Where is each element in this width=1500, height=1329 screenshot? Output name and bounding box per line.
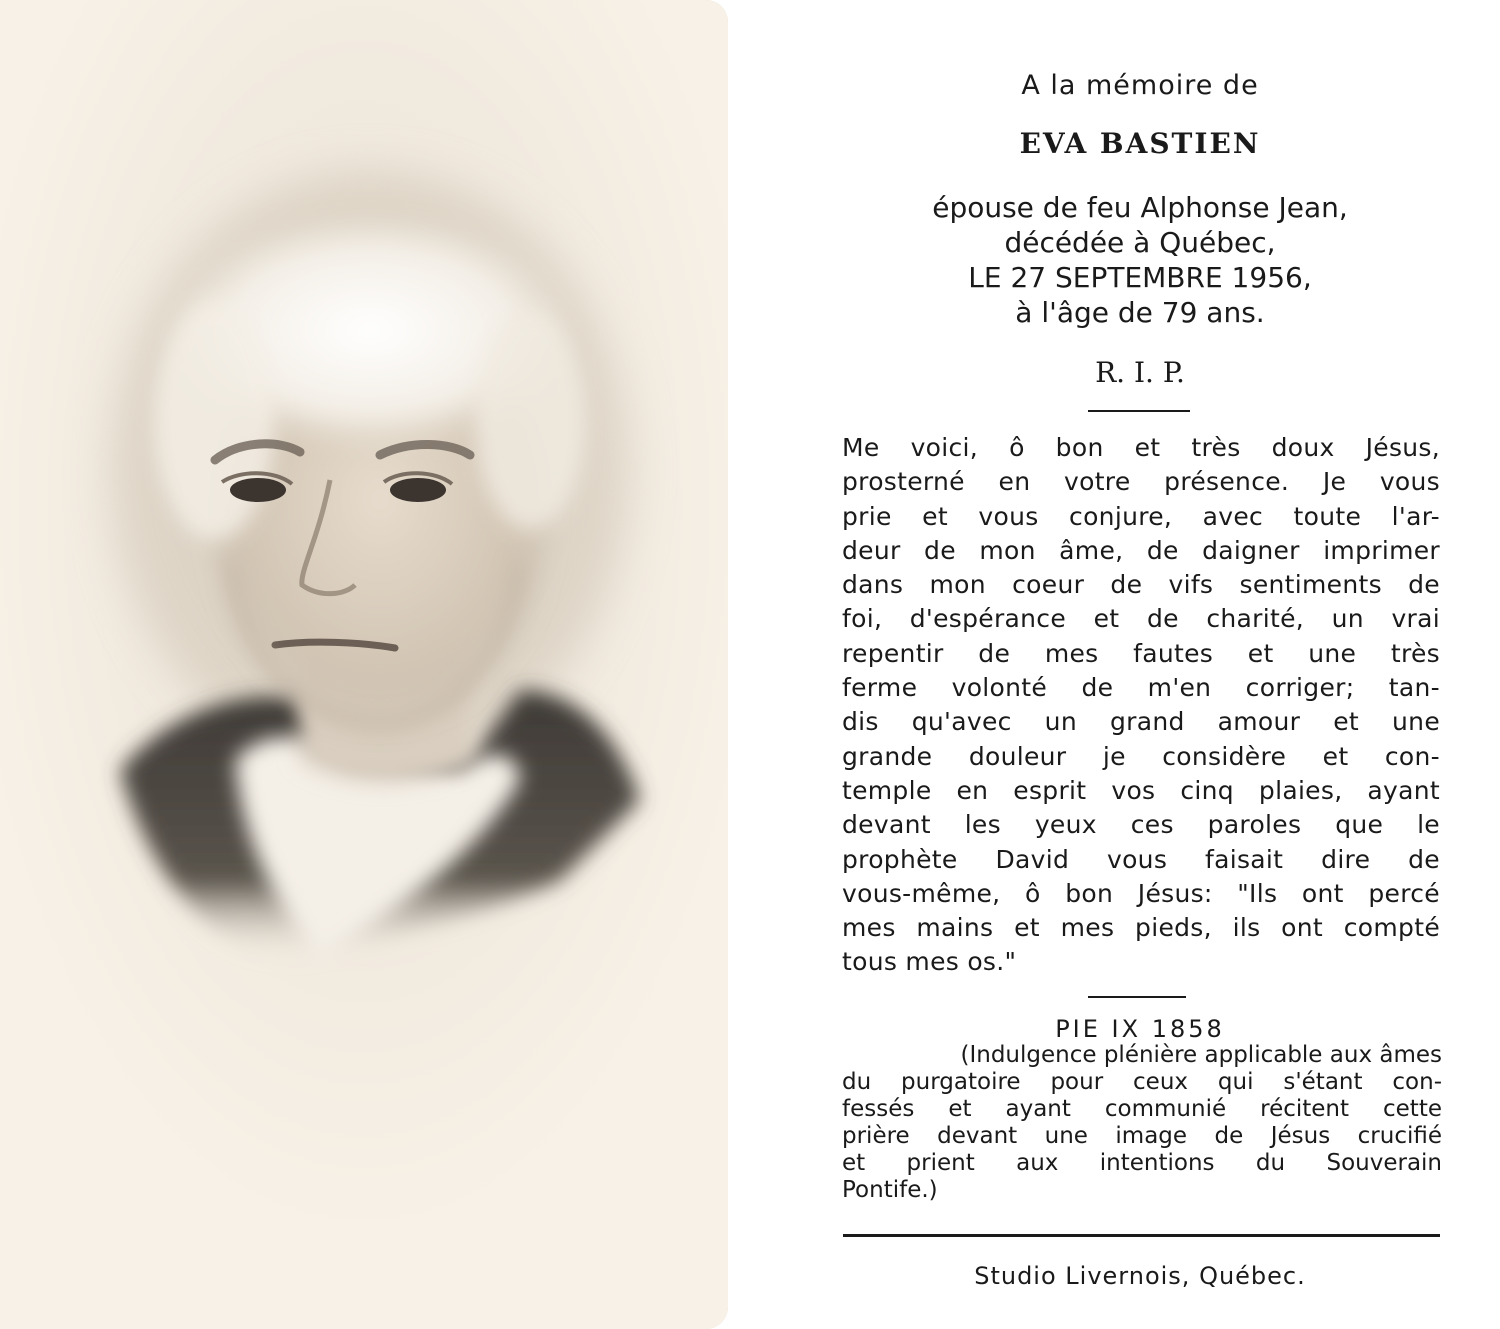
memorial-text-panel — [790, 0, 1490, 1329]
indulgence-line: du purgatoire pour ceux qui s'étant con- — [842, 1069, 1442, 1095]
prayer-line: prie et vous conjure, avec toute l'ar- — [842, 501, 1440, 531]
detail-line: décédée à Québec, — [1004, 226, 1276, 259]
prayer-line: dis qu'avec un grand amour et une — [842, 707, 1440, 737]
prayer-line: vous-même, ô bon Jésus: "Ils ont percé — [842, 878, 1440, 908]
death-details — [840, 190, 1440, 330]
prayer-line: ferme volonté de m'en corriger; tan- — [842, 673, 1440, 703]
portrait-photo — [0, 0, 728, 1329]
detail-line: à l'âge de 79 ans. — [1015, 296, 1265, 329]
prayer-line: dans mon coeur de vifs sentiments de — [842, 570, 1440, 600]
prayer-text — [842, 431, 1440, 980]
indulgence-line: et prient aux intentions du Souverain — [842, 1150, 1442, 1176]
divider-bottom — [1088, 996, 1186, 998]
divider-top — [1088, 410, 1190, 412]
studio-credit: Studio Livernois, Québec. — [974, 1262, 1306, 1290]
indulgence-line: fessés et ayant communié récitent cette — [842, 1096, 1442, 1122]
memorial-heading: A la mémoire de — [1021, 70, 1259, 101]
detail-line: LE 27 SEPTEMBRE 1956, — [968, 261, 1312, 294]
portrait-photo-card — [0, 0, 728, 1329]
rip-text: R. I. P. — [1095, 356, 1185, 389]
indulgence-line: (Indulgence plénière applicable aux âmes — [960, 1042, 1442, 1068]
prayer-line: grande douleur je considère et con- — [842, 741, 1440, 771]
divider-footer — [843, 1234, 1440, 1237]
prayer-line: deur de mon âme, de daigner imprimer — [842, 535, 1440, 565]
prayer-line: mes mains et mes pieds, ils ont compté — [842, 913, 1440, 943]
prayer-line: tous mes os." — [842, 947, 1017, 977]
indulgence-line: Pontife.) — [842, 1177, 938, 1203]
indulgence-line: prière devant une image de Jésus crucifié — [842, 1123, 1442, 1149]
prayer-line: prophète David vous faisait dire de — [842, 844, 1440, 874]
prayer-source: PIE IX 1858 — [1055, 1015, 1225, 1043]
prayer-line: temple en esprit vos cinq plaies, ayant — [842, 775, 1440, 805]
prayer-line: foi, d'espérance et de charité, un vrai — [842, 604, 1440, 634]
prayer-line: prosterné en votre présence. Je vous — [842, 467, 1440, 497]
prayer-line: repentir de mes fautes et une très — [842, 638, 1440, 668]
prayer-line: Me voici, ô bon et très doux Jésus, — [842, 433, 1440, 462]
indulgence-note — [842, 1042, 1442, 1204]
prayer-line: devant les yeux ces paroles que le — [842, 810, 1440, 840]
detail-line: épouse de feu Alphonse Jean, — [932, 191, 1348, 224]
deceased-name: EVA BASTIEN — [1019, 127, 1261, 160]
